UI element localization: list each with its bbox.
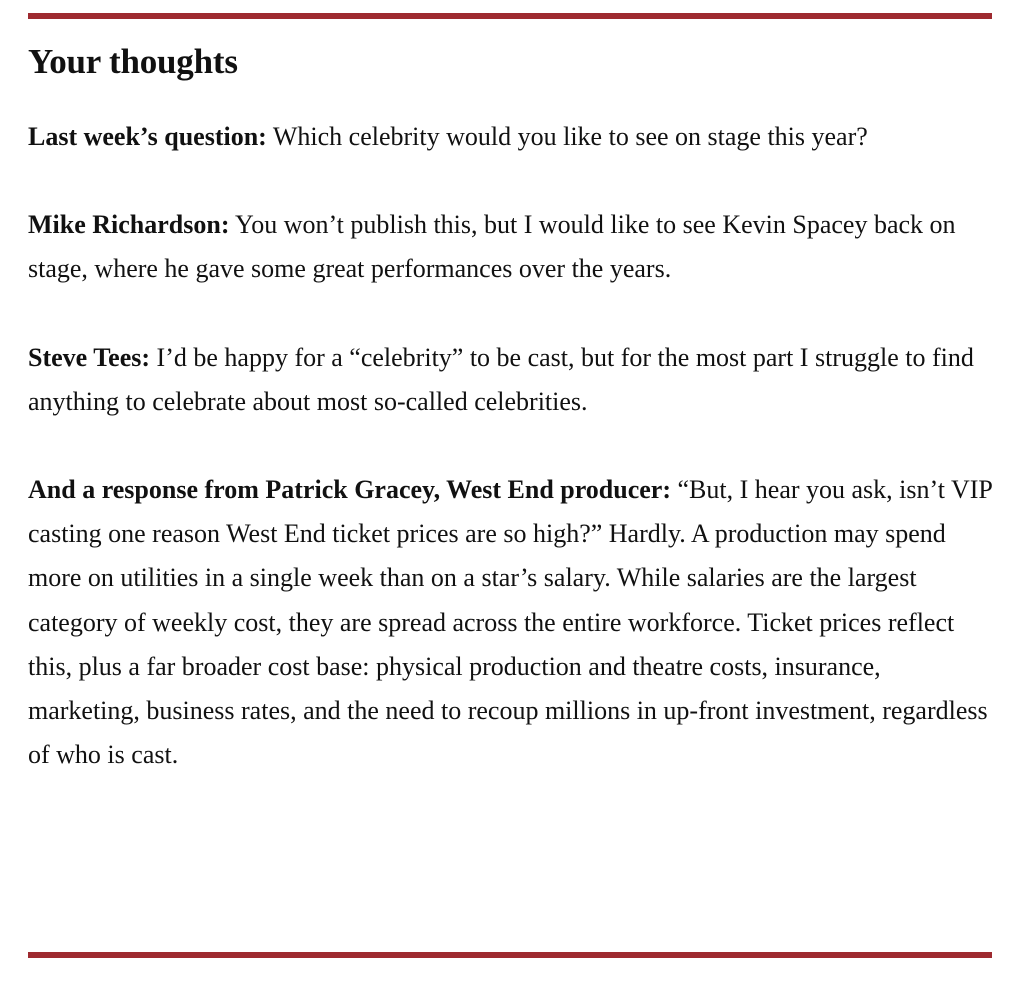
comment-text: You won’t publish this, but I would like to see Kevin Spacey back on stage, where he gave some great performances over the years. (28, 210, 956, 284)
commenter-name: Steve Tees: (28, 342, 151, 372)
reader-comment (28, 203, 992, 291)
reader-comment (28, 336, 992, 424)
question-label: Last week’s question: (28, 122, 267, 151)
responder-label: And a response from Patrick Gracey, West End producer: (28, 475, 672, 505)
question-text: Which celebrity would you like to see on stage this year? (266, 122, 868, 151)
question-entry (28, 115, 992, 159)
response-text: “But, I hear you ask, isn’t VIP casting one reason West End ticket prices are so high?” Hardly. A production may spend more on utilities in a single week than on a star’s salary. While salaries are the largest category of weekly cost, they are spread across the entire workforce. Ticket prices reflect this, plus a far broader cost base: physical production and theatre costs, insurance, marketing, business rates, and the need to recoup millions in up-front investment, regardless of who is cast. (28, 475, 992, 770)
commenter-name: Mike Richardson: (28, 210, 230, 240)
producer-response (28, 468, 992, 777)
top-divider (28, 13, 992, 19)
section-heading: Your thoughts (28, 42, 238, 81)
letters-section (28, 38, 992, 777)
comment-text: I’d be happy for a “celebrity” to be cast, but for the most part I struggle to find anything to celebrate about most so-called celebrities. (28, 342, 974, 416)
bottom-divider (28, 952, 992, 958)
